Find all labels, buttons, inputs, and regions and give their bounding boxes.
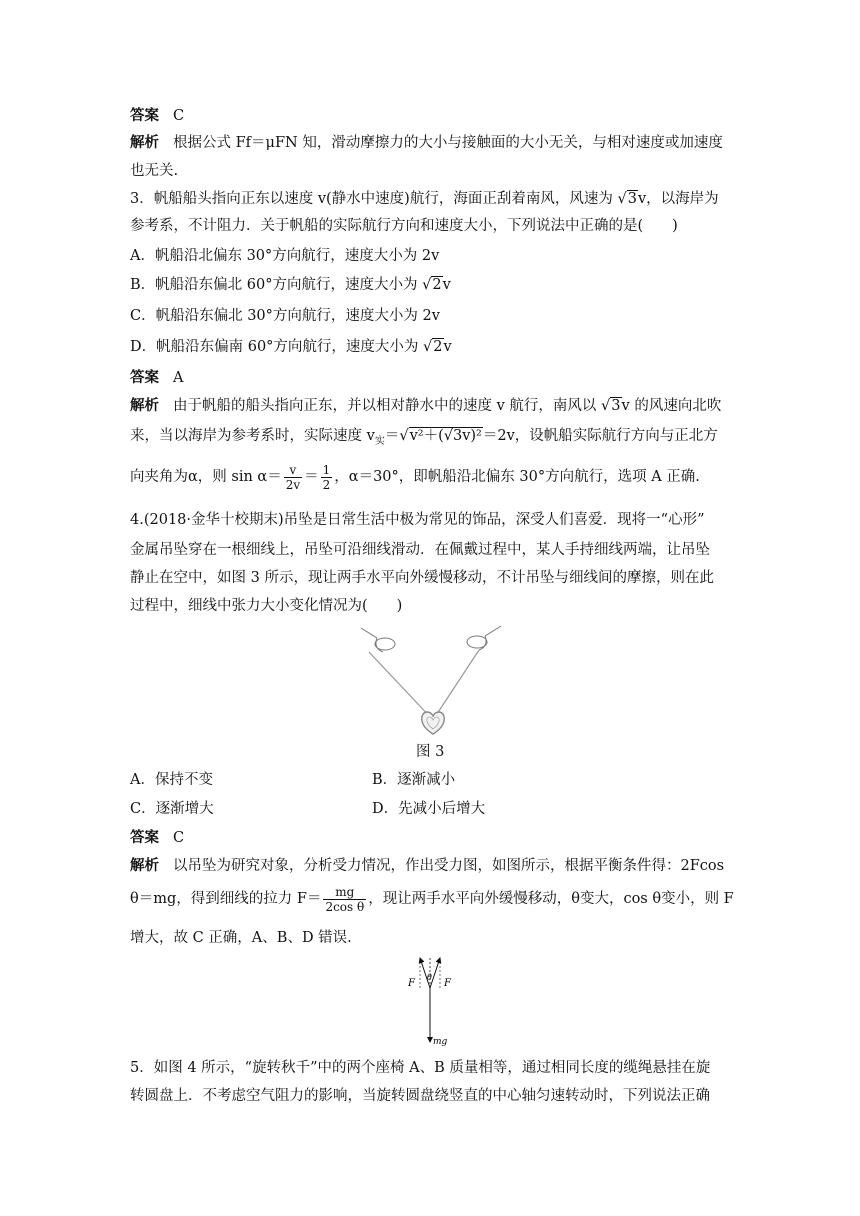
fraction (321, 463, 333, 492)
q3-stem-line-2: 参考系，不计阻力．关于帆船的实际航行方向和速度大小，下列说法中正确的是( ) (130, 218, 678, 234)
sqrt-2: 2 (432, 277, 442, 293)
q3-analysis-text: 向夹角为α，则 sin α＝ (130, 469, 282, 485)
q4-option-c: C．逐渐增大 (130, 801, 214, 817)
q4-option-d: D．先减小后增大 (372, 801, 486, 817)
q4-analysis-text-2: ，现让两手水平向外缓慢移动，θ变大，cos θ变小，则 F (368, 891, 734, 907)
left-hand-icon (361, 628, 395, 652)
sqrt-2: 2 (433, 339, 443, 355)
numerator: v (284, 463, 302, 478)
q2-answer: C (173, 108, 185, 124)
angle-label: θ (427, 973, 432, 982)
q3-analysis-line-2: 来，当以海岸为参考系时，实际速度 $v_实=√v^2+(√3v)^2=2v$，设帆船实际航行方向与正北方 (130, 428, 718, 447)
q3-stem-text-2: v，以海岸为 (637, 191, 719, 207)
q3-answer: A (173, 370, 184, 386)
q3-analysis-text-2: ＝2v，设帆船实际航行方向与正北方 (482, 428, 718, 444)
q4-analysis-line-1 (130, 856, 724, 876)
q3-analysis-text-2: v 的风速向北吹 (621, 398, 722, 414)
analysis-label: 解析 (130, 398, 159, 414)
q4-stem-line-1: 4.(2018·金华十校期末)吊坠是日常生活中极为常见的饰品，深受人们喜爱．现将一“心形” (130, 512, 705, 528)
q4-stem-line-3: 静止在空中，如图 3 所示，现让两手水平向外缓慢移动，不计吊坠与细线间的摩擦，则在此 (130, 570, 714, 586)
q4-analysis-text: θ＝mg，得到细线的拉力 F＝ (130, 891, 322, 907)
heart-pendant-icon (422, 712, 445, 734)
q4-stem-line-2: 金属吊坠穿在一根细线上，吊坠可沿细线滑动．在佩戴过程中，某人手持细线两端，让吊坠 (130, 542, 710, 558)
q3-analysis-text: 由于帆船的船头指向正东，并以相对静水中的速度 v 航行，南风以 (173, 398, 602, 414)
string-left (369, 652, 433, 720)
unit-v: v (443, 339, 452, 355)
force-label-left: F (408, 978, 415, 989)
q3-analysis-text-2: ，α＝30°，即帆船沿北偏东 30°方向航行，选项 A 正确. (334, 469, 700, 485)
equals: ＝ (384, 428, 400, 444)
sqrt-3: 3 (611, 398, 621, 414)
sqrt-expression: v²＋(√3v)² (409, 428, 482, 444)
q3-option-b-text: B．帆船沿东偏北 60°方向航行，速度大小为 (130, 277, 423, 293)
equals: ＝ (304, 469, 319, 485)
subscript: 实 (374, 435, 385, 447)
q3-option-d: D．帆船沿东偏南 60°方向航行，速度大小为 √2v (130, 339, 452, 355)
right-hand-icon (467, 626, 501, 650)
q3-analysis-text: 来，当以海岸为参考系时，实际速度 v (130, 428, 375, 444)
force-label-right: F (444, 978, 451, 989)
q4-option-b: B．逐渐减小 (372, 772, 456, 788)
q4-analysis-line-3: 增大，故 C 正确，A、B、D 错误. (130, 930, 352, 946)
q4-stem-line-4: 过程中，细线中张力大小变化情况为( ) (130, 598, 403, 614)
denominator: 2v (285, 477, 301, 492)
unit-v: v (442, 277, 451, 293)
q3-option-d-text: D．帆船沿东偏南 60°方向航行，速度大小为 (130, 339, 424, 355)
denominator: 2 (322, 477, 331, 492)
q3-analysis-line-1: 解析 由于帆船的船头指向正东，并以相对静水中的速度 v 航行，南风以 √3v 的风速向北吹 (130, 398, 722, 414)
answer-label: 答案 (130, 370, 159, 386)
q3-answer-line (130, 368, 183, 388)
q3-option-b: B．帆船沿东偏北 60°方向航行，速度大小为 √2v (130, 277, 451, 293)
q2-analysis-line-1 (130, 133, 723, 153)
q3-stem-line-1: 3．帆船船头指向正东以速度 v(静水中速度)航行，海面正刮着南风，风速为 √3v，以海岸为 (130, 191, 719, 207)
weight-label: mg (433, 1037, 448, 1046)
q3-stem-text: 3．帆船船头指向正东以速度 v(静水中速度)航行，海面正刮着南风，风速为 (130, 191, 618, 207)
q3-analysis-line-3 (130, 460, 700, 494)
q5-stem-line-1: 5．如图 4 所示，“旋转秋千”中的两个座椅 A、B 质量相等，通过相同长度的缆绳悬挂在旋 (130, 1060, 711, 1076)
q2-answer-line (130, 106, 184, 126)
analysis-label: 解析 (130, 858, 159, 874)
q2-analysis-text-1: 根据公式 Ff＝μFN 知，滑动摩擦力的大小与接触面的大小无关，与相对速度或加速度 (173, 135, 723, 151)
numerator: 1 (322, 462, 331, 477)
q5-stem-line-2: 转圆盘上．不考虑空气阻力的影响，当旋转圆盘绕竖直的中心轴匀速转动时，下列说法正确 (130, 1088, 710, 1104)
pendant-figure (355, 622, 505, 736)
sqrt-3: 3 (627, 191, 637, 207)
q4-option-a: A．保持不变 (130, 772, 213, 788)
numerator: mg (323, 885, 366, 900)
answer-label: 答案 (130, 108, 159, 124)
string-right (433, 650, 479, 720)
q4-answer: C (173, 830, 185, 846)
q4-answer-line (130, 828, 184, 848)
force-diagram (400, 954, 460, 1046)
q4-analysis-text: 以吊坠为研究对象，分析受力情况，作出受力图，如图所示，根据平衡条件得：2Fcos (173, 858, 725, 874)
denominator: 2cos θ (325, 899, 365, 914)
q3-option-c: C．帆船沿东偏北 30°方向航行，速度大小为 2v (130, 308, 440, 324)
analysis-label: 解析 (130, 135, 159, 151)
fraction (284, 463, 302, 492)
q4-analysis-line-2 (130, 882, 734, 916)
figure-caption: 图 3 (416, 744, 445, 760)
fraction (323, 885, 366, 914)
q3-option-a: A．帆船沿北偏东 30°方向航行，速度大小为 2v (130, 248, 440, 264)
q2-analysis-line-2: 也无关. (130, 163, 179, 179)
answer-label: 答案 (130, 830, 159, 846)
